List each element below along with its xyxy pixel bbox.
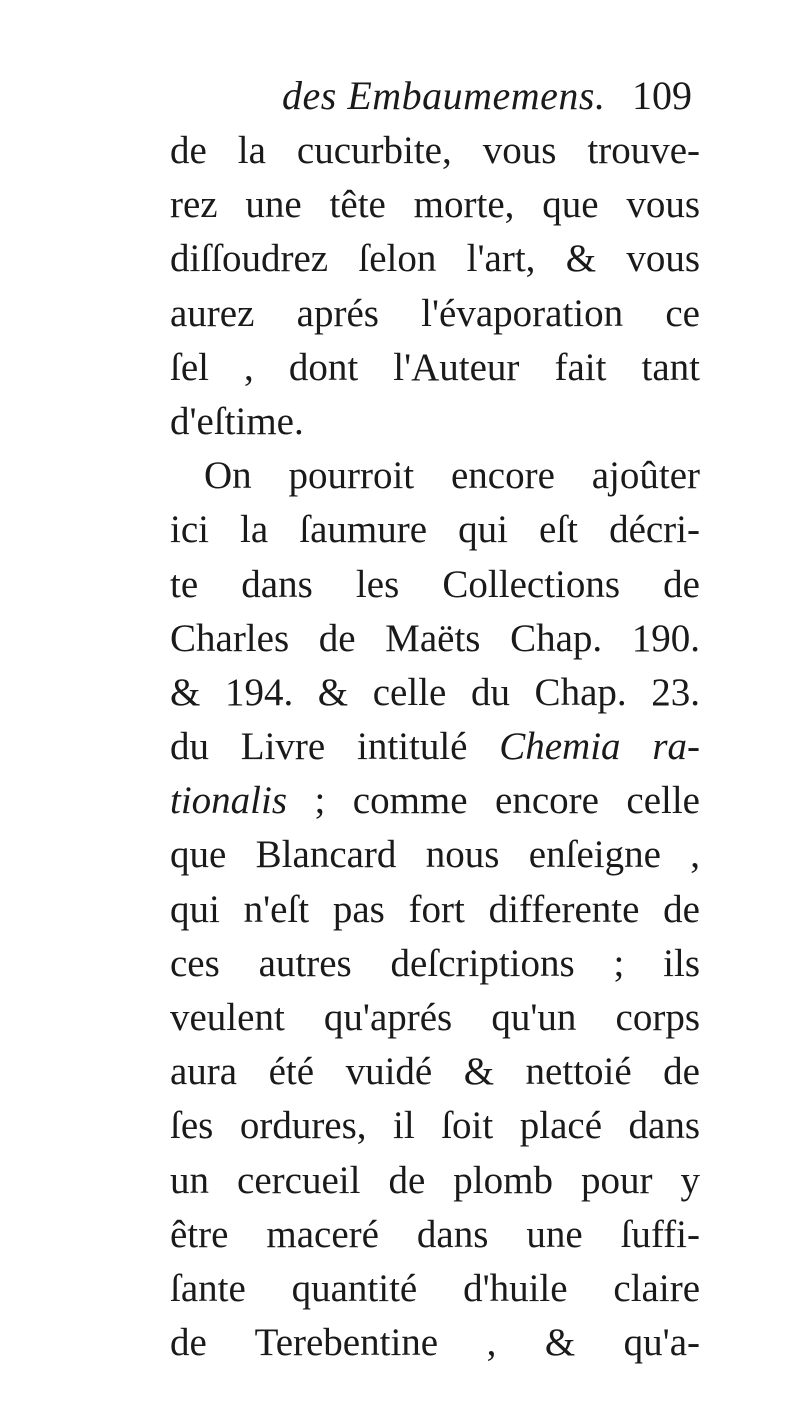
text-line: Charles de Maëts Chap. 190. [170, 616, 700, 660]
text-line [170, 720, 700, 774]
running-head [282, 72, 702, 120]
text-line: rez une tête morte, que vous [170, 183, 700, 227]
italic-title: tionalis [170, 779, 288, 823]
text-line: qui n'eſt pas fort differente de [170, 887, 700, 931]
text-line: ſante quantité d'huile claire [170, 1266, 700, 1310]
text-line: diſſoudrez ſelon l'art, & vous [170, 237, 700, 281]
body-text [170, 124, 700, 1370]
text-line: de la cucurbite, vous trouve- [170, 129, 700, 172]
text-line [170, 774, 700, 828]
text-line: aura été vuidé & nettoié de [170, 1050, 700, 1094]
text-line: de Terebentine , & qu'a- [170, 1321, 700, 1365]
text-line: être maceré dans une ſuffi- [170, 1212, 700, 1256]
line-text: du Livre intitulé [170, 725, 500, 769]
paragraph-first-line: On pourroit encore ajoûter [204, 454, 700, 498]
text-line: d'eſtime. [170, 399, 304, 443]
line-text: ; comme encore celle [287, 779, 700, 823]
italic-title: Chemia ra- [499, 725, 700, 769]
text-line: ſel , dont l'Auteur fait tant [170, 345, 700, 389]
text-line: te dans les Collections de [170, 562, 700, 606]
text-line: ici la ſaumure qui eſt décri- [170, 508, 700, 552]
text-line: ſes ordures, il ſoit placé dans [170, 1104, 700, 1148]
text-line: un cercueil de plomb pour y [170, 1158, 700, 1202]
text-line: veulent qu'aprés qu'un corps [170, 996, 700, 1039]
running-title: des Embaumemens. [282, 73, 606, 118]
text-line: & 194. & celle du Chap. 23. [170, 670, 700, 714]
page-number: 109 [632, 73, 692, 118]
text-line: aurez aprés l'évaporation ce [170, 291, 700, 335]
text-line: que Blancard nous enſeigne , [170, 833, 700, 877]
text-line: ces autres deſcriptions ; ils [170, 941, 700, 985]
